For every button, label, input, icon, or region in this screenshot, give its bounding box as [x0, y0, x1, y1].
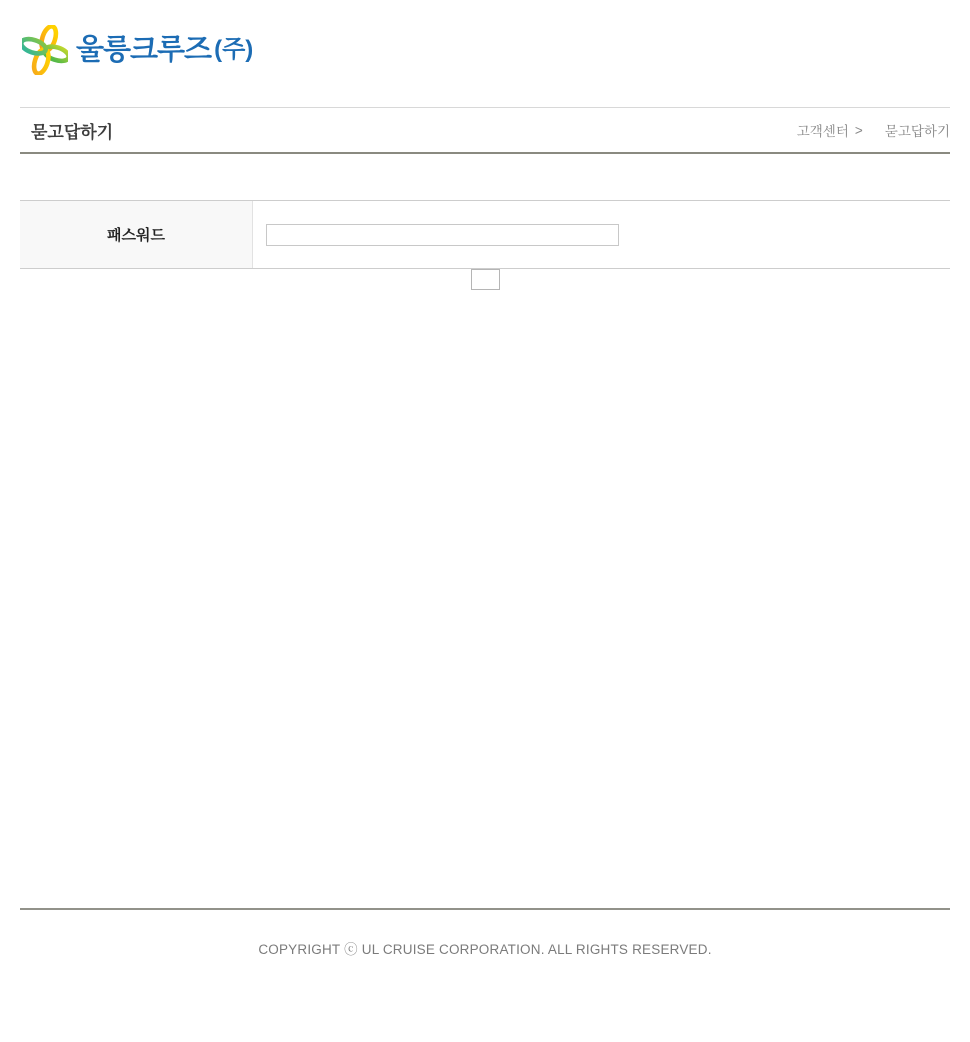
password-input[interactable] — [266, 224, 619, 246]
footer — [20, 908, 950, 959]
password-form-table — [20, 200, 950, 269]
breadcrumb-separator-icon: > — [854, 122, 863, 138]
logo-company-name: 울릉크루즈 — [76, 33, 212, 66]
pinwheel-flower-icon — [22, 25, 68, 75]
logo[interactable] — [22, 25, 253, 75]
page-title: 묻고답하기 — [31, 122, 114, 142]
logo-company-suffix: (주) — [214, 36, 254, 63]
copyright-text: COPYRIGHT ⓒ UL CRUISE CORPORATION. ALL RIGHTS RESERVED. — [258, 942, 712, 957]
password-label: 패스워드 — [20, 201, 253, 268]
breadcrumb — [797, 120, 950, 140]
password-cell — [253, 201, 950, 268]
submit-button[interactable] — [471, 269, 500, 290]
breadcrumb-item-qna[interactable]: 묻고답하기 — [884, 124, 950, 139]
breadcrumb-item-customer-center[interactable]: 고객센터 — [796, 124, 849, 139]
page-title-bar — [20, 107, 950, 154]
